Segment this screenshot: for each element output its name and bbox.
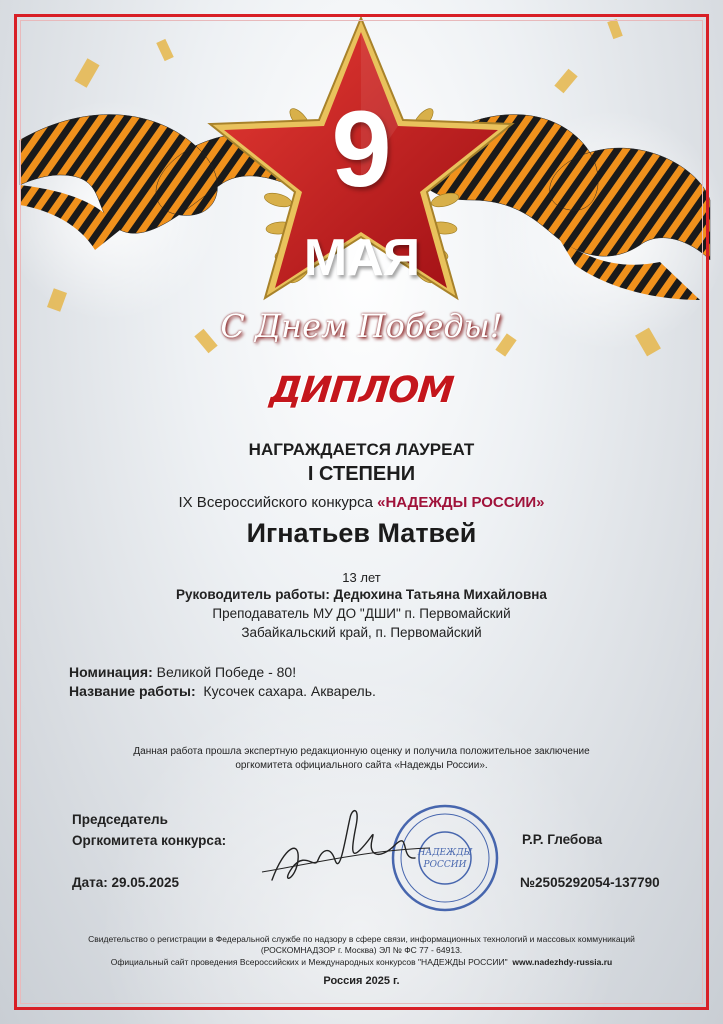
footer-site-link[interactable]: www.nadezhdy-russia.ru	[512, 957, 613, 967]
date-month: МАЯ	[303, 229, 420, 287]
award-degree: I СТЕПЕНИ	[307, 463, 416, 485]
contest-prefix: IX Всероссийского конкурса	[178, 494, 378, 511]
issue-date: Дата: 29.05.2025	[72, 875, 180, 890]
award-heading: НАГРАЖДАЕТСЯ ЛАУРЕАТ	[248, 440, 475, 459]
signer-name: Р.Р. Глебова	[522, 832, 603, 847]
chair-title-line-2: Оргкомитета конкурса:	[72, 833, 227, 848]
chair-title-line-1: Председатель	[72, 812, 168, 827]
nomination-line	[69, 664, 296, 680]
svg-text:РОССИИ: РОССИИ	[423, 860, 467, 870]
footer-site-text: Официальный сайт проведения Всероссийских и Международных конкурсов "НАДЕЖДЫ РОССИИ"	[110, 957, 513, 967]
contest-name: «НАДЕЖДЫ РОССИИ»	[377, 494, 545, 511]
work-leader	[0, 587, 723, 602]
svg-text:НАДЕЖДЫ: НАДЕЖДЫ	[417, 848, 473, 858]
diploma-title: ДИПЛОМ	[268, 370, 455, 411]
work-title-label: Название работы:	[69, 683, 196, 699]
contest-line	[0, 494, 723, 511]
footer-registration-line-2: (РОСКОМНАДЗОР г. Москва) ЭЛ № ФС 77 - 64913.	[260, 945, 463, 955]
diploma-number: №2505292054-137790	[520, 875, 660, 890]
evaluation-note	[0, 745, 723, 773]
footer-registration-line-1: Свидетельство о регистрации в Федеральной службе по надзору в сфере связи, информационных технологий и массовых коммуникаций	[88, 934, 635, 944]
teacher-position: Преподаватель МУ ДО "ДШИ" п. Первомайский	[212, 606, 511, 621]
participant-name: Игнатьев Матвей	[246, 518, 477, 548]
participant-age: 13 лет	[342, 570, 381, 585]
work-title-value: Кусочек сахара. Акварель.	[195, 683, 376, 699]
footer-country-year: Россия 2025 г.	[323, 975, 400, 987]
nomination-value: Великой Победе - 80!	[152, 664, 297, 680]
note-line-1: Данная работа прошла экспертную редакционную оценку и получила положительное заключение	[133, 746, 590, 757]
work-title-line	[69, 683, 376, 699]
note-line-2: оргкомитета официального сайта «Надежды России».	[235, 760, 488, 771]
participant-region: Забайкальский край, п. Первомайский	[241, 625, 482, 640]
date-number: 9	[331, 88, 392, 209]
victory-day-greeting: С Днем Победы!	[220, 307, 503, 345]
leader-text: Руководитель работы: Дедюхина Татьяна Михайловна	[176, 587, 547, 602]
nomination-label: Номинация:	[69, 664, 153, 680]
footer-site-line	[0, 957, 723, 967]
